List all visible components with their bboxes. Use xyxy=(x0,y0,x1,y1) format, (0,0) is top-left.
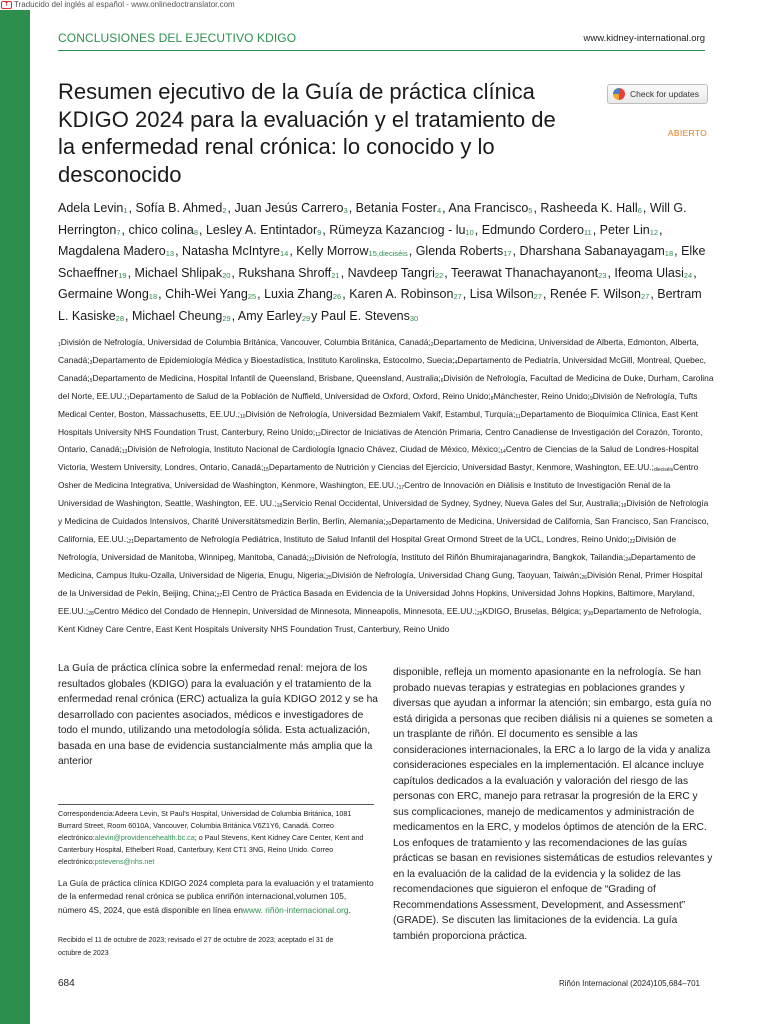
abstract-text-left: La Guía de práctica clínica sobre la enfermedad renal: mejora de los resultados globales (KDIGO) para la evaluación y el tratamiento de la enfermedad renal crónica (ERC) actualiza la guía KDIGO 2012 y se ha desarrollado con pacientes asociados, médicos e investigadores de todo el mundo, utilizando una metodología sólida. Esta actualización, basada en una base de evidencia sustancialmente más amplia que la anterior xyxy=(58,663,378,767)
author-affiliation-ref[interactable]: 8 xyxy=(193,227,198,237)
author-name: Rümeyza Kazancıog xyxy=(329,222,445,237)
author-name: Michael Cheung xyxy=(131,308,223,323)
affiliation-text: Director de Iniciativas de Atención Primaria, Centro Canadiense de Investigación del Corazón, Toronto, Ontario, Canadá; xyxy=(58,426,703,455)
affiliation-number: 6 xyxy=(440,377,444,384)
affiliation-text: Centro de Ciencias de la Salud de Londres-Hospital Victoria, Western University, Londres, Ontario, Canadá; xyxy=(58,444,699,473)
affiliation-number: 13 xyxy=(121,449,128,456)
author-name: Peter Lin xyxy=(599,222,650,237)
affiliation-text: Departamento de Epidemiología Médica y Bioestadística, Instituto Karolinska, Estocolmo, Suecia; xyxy=(92,354,455,365)
affiliation-text: Departamento de Nefrología, Kent Kidney Care Centre, East Kent Hospitals University NHS Foundation Trust, Canterbury, Reino Unido xyxy=(58,605,702,634)
affiliation-text: División de Nefrología, Facultad de Medicina de Duke, Durham, Carolina del Norte, EE.UU.; xyxy=(58,372,714,401)
translator-banner[interactable] xyxy=(0,0,241,10)
email-link-levin[interactable]: alevin@providencehealth.bc.ca xyxy=(94,833,195,843)
check-updates-label: Check for updates xyxy=(630,89,699,99)
affiliation-text: Mánchester, Reino Unido; xyxy=(493,390,590,401)
affiliation-number: 3 xyxy=(89,359,93,366)
author-affiliation-ref[interactable]: 13 xyxy=(165,249,175,259)
email-link-stevens[interactable]: pstevens@nhs.net xyxy=(94,857,155,867)
author-name: Juan Jesús Carrero xyxy=(234,201,344,215)
affiliation-number: 5 xyxy=(89,377,93,384)
affiliation-text: Centro Osher de Medicina Integrativa, Universidad de Washington, Kenmore, Washington, EE.UU.; xyxy=(58,462,699,491)
author-affiliation-ref[interactable]: 27 xyxy=(640,292,650,302)
author-affiliation-ref[interactable]: 3 xyxy=(343,206,348,215)
affiliation-text: Departamento de Salud de la Población de Nuffield, Universidad de Oxford, Oxford, Reino Unido; xyxy=(129,390,491,401)
author-affiliation-ref[interactable]: 19 xyxy=(118,270,127,280)
affiliation-number: 1 xyxy=(58,342,61,348)
section-label: CONCLUSIONES DEL EJECUTIVO KDIGO xyxy=(58,31,297,45)
author-affiliation-ref[interactable]: 1 xyxy=(123,206,128,215)
guide-note-text: La Guía de práctica clínica KDIGO 2024 completa para la evaluación y el tratamiento de la enfermedad renal crónica se publica enriñón internacional,volumen 105, número 4S, 2024, que está disponible en línea en xyxy=(58,878,374,915)
author-name: Ana Francisco xyxy=(448,201,529,215)
affiliation-number: 28 xyxy=(88,610,94,617)
translator-icon: T xyxy=(1,1,12,9)
translator-text[interactable]: Traducido del inglés al español - www.onlinedoctranslator.com xyxy=(14,0,235,9)
affiliation-number: dieciséis xyxy=(653,467,674,474)
author-name: Michael Shlipak xyxy=(134,265,223,280)
affiliation-number: 30 xyxy=(587,610,594,617)
author-name: Germaine Wong xyxy=(58,287,149,302)
author-name: Rasheeda K. Hall xyxy=(540,201,638,215)
affiliation-number: 24 xyxy=(625,556,631,563)
affiliation-text: Departamento de Medicina, Hospital Infantil de Queensland, Brisbane, Queensland, Australia; xyxy=(92,372,441,383)
affiliation-text: Centro de Innovación en Diálisis e Instituto de Investigación Renal de la Universidad de Washington, Seattle, Washington, EE. UU.; xyxy=(58,480,671,509)
affiliation-text: División de Nefrología, Universidad Bezmialem Vakif, Estambul, Turquía; xyxy=(245,408,516,419)
journal-citation: Riñón Internacional (2024)105,684–701 xyxy=(559,979,700,988)
author-name: Betania Foster xyxy=(355,201,437,215)
author-affiliation-ref[interactable]: 18 xyxy=(148,292,158,302)
author-name: Renée F. Wilson xyxy=(549,287,641,302)
author-affiliation-ref[interactable]: 12 xyxy=(649,227,659,237)
footnote-divider xyxy=(58,804,374,805)
affiliation-number: 8 xyxy=(490,395,494,402)
affiliation-number: 12 xyxy=(315,431,321,438)
correspondence-text-1: Correspondencia:Adeera Levin, St Paul's Hospital, Universidad de Columbia Británica, 1081 Burrard Street, Room 6010A, Vancouver, Columbia Británica V6Z1Y6, Canadá. Correo electrónico: xyxy=(58,809,352,843)
author-affiliation-ref[interactable]: 23 xyxy=(598,270,607,280)
affiliation-text: Departamento de Medicina, Universidad de California, San Francisco, San Francisco, California, EE.UU.; xyxy=(58,516,709,544)
author-name: Adela Levin xyxy=(58,201,124,215)
affiliation-number: 19 xyxy=(620,503,627,510)
author-affiliation-ref[interactable]: 18 xyxy=(664,249,674,259)
author-name: Will G. Herrington xyxy=(58,201,687,237)
author-affiliation-ref[interactable]: 30 xyxy=(409,313,419,323)
journal-website-link[interactable]: www. riñón-internacional.org xyxy=(242,904,349,915)
author-name: Edmundo Cordero xyxy=(481,222,584,237)
author-name: Elke Schaeffner xyxy=(58,244,706,280)
affiliation-text: El Centro de Práctica Basada en Evidencia de la Universidad Johns Hopkins, Universidad Johns Hopkins, Baltimore, Maryland, EE.UU.; xyxy=(58,587,695,616)
affiliation-number: 20 xyxy=(385,521,392,528)
affiliation-number: 9 xyxy=(589,395,593,402)
author-affiliation-ref[interactable]: 20 xyxy=(222,270,231,280)
affiliation-number: 18 xyxy=(276,503,283,510)
page-header xyxy=(58,28,705,51)
author-name: Glenda Roberts xyxy=(415,244,504,259)
abstract-text-right: disponible, refleja un momento apasionante en la nefrología. Se han probado nuevas terapias y estrategias en poblaciones grandes y diversas que ayudan a informar la atención; sin embargo, esta guía no está dirigida a personas que reciben diálisis ni a quienes se someten a un trasplante de riñón. El documento es sensible a las consideraciones internacionales, la ERC a lo largo de la vida y analiza consideraciones especiales en la implementación. El alcance incluye capítulos dedicados a la evaluación y valoración del riesgo de las personas con ERC, manejo para retrasar la progresión de la ERC y sus complicaciones, manejo de medicamentos y administración de medicamentos en la ERC, y modelos óptimos de atención de la ERC. Los enfoques de tratamiento y las recomendaciones de las guías prácticas se basan en revisiones sistemáticas de estudios relevantes y en la evaluación de la calidad de la evidencia y la solidez de las recomendaciones que siguieron el enfoque de “Grading of Recommendations Assessment, Development, and Assessment” (GRADE). Se discuten las limitaciones de la evidencia. La guía también proporciona práctica. xyxy=(393,667,713,942)
affiliation-number: 27 xyxy=(216,592,223,599)
site-url-link[interactable]: www.kidney-international.org xyxy=(583,33,705,44)
author-affiliation-ref[interactable]: 15,dieciséis xyxy=(368,249,408,259)
affiliation-number: 22 xyxy=(629,538,636,545)
author-affiliation-ref[interactable]: 5 xyxy=(528,206,533,215)
affiliation-number: 14 xyxy=(500,449,506,456)
author-affiliation-ref[interactable]: 21 xyxy=(331,270,340,280)
author-name: Sofía B. Ahmed xyxy=(135,201,223,215)
author-name: Lesley A. Entintador xyxy=(205,222,318,237)
abstract-column-left xyxy=(58,661,378,770)
check-updates-icon xyxy=(613,88,625,100)
author-affiliation-ref[interactable]: 7 xyxy=(116,227,121,237)
author-name: Luxia Zhang xyxy=(264,287,333,302)
author-name: Dharshana Sabanayagam xyxy=(519,244,665,259)
author-affiliation-ref[interactable]: 14 xyxy=(279,249,289,259)
author-name: Kelly Morrow xyxy=(296,244,369,259)
affiliation-number: 10 xyxy=(240,413,246,420)
author-affiliation-ref[interactable]: 6 xyxy=(637,206,642,215)
affiliation-text: Departamento de Nefrología Pediátrica, Instituto de Salud Infantil del Hospital Great Ormond Street de la UCL, Londres, Reino Unido; xyxy=(133,533,630,544)
guide-availability-note xyxy=(58,877,374,917)
author-name: Karen A. Robinson xyxy=(349,287,454,302)
author-affiliation-ref[interactable]: 17 xyxy=(503,249,512,259)
author-affiliation-ref[interactable]: 29 xyxy=(301,313,311,323)
affiliation-number: 26 xyxy=(581,574,587,581)
left-accent-bar xyxy=(0,0,30,1024)
affiliation-text: División de Nefrología, Instituto Nacional de Cardiología Ignacio Chávez, Ciudad de México, México; xyxy=(127,444,501,455)
affiliation-text: División de Nefrología, Tufts Medical Center, Boston, Massachusetts, EE.UU.; xyxy=(58,390,698,419)
page-number: 684 xyxy=(58,978,75,989)
affiliation-number: 29 xyxy=(476,610,483,617)
affiliation-text: KDIGO, Bruselas, Bélgica; y xyxy=(482,605,588,616)
affiliation-number: 15 xyxy=(263,467,269,474)
author-affiliation-ref[interactable]: 4 xyxy=(436,206,442,215)
affiliation-text: Centro Médico del Condado de Hennepin, Universidad de Minnesota, Minneapolis, Minnesota, EE.UU.; xyxy=(93,605,477,616)
author-name: Navdeep Tangri xyxy=(347,265,435,280)
author-affiliation-ref[interactable]: 24 xyxy=(683,270,693,280)
author-affiliation-ref[interactable]: 10 xyxy=(465,227,474,237)
affiliation-text: División de Nefrología, Instituto del Riñón Bhumirajanagarindra, Bangkok, Tailandia; xyxy=(314,551,626,562)
affiliation-text: Departamento de Medicina, Campus Ituku-Ozalla, Universidad de Nigeria, Enugu, Nigeria; xyxy=(58,551,696,580)
received-dates: Recibido el 11 de octubre de 2023; revisado el 27 de octubre de 2023; aceptado el 31 de octubre de 2023 xyxy=(58,937,334,957)
affiliations xyxy=(58,335,714,636)
check-for-updates-button[interactable] xyxy=(607,84,708,104)
author-name: Teerawat Thanachayanont xyxy=(450,265,599,280)
author-affiliation-ref[interactable]: 27 xyxy=(533,292,542,302)
author-name: Amy Earley xyxy=(237,308,302,323)
affiliation-text: Departamento de Nutrición y Ciencias del Ejercicio, Universidad Bastyr, Kenmore, Washington, EE.UU.; xyxy=(268,462,654,473)
author-affiliation-ref[interactable]: 26 xyxy=(332,292,342,302)
affiliation-number: 17 xyxy=(398,485,405,492)
author-name: lu xyxy=(455,222,466,237)
affiliation-number: 2 xyxy=(430,342,434,348)
author-affiliation-ref[interactable]: 9 xyxy=(317,227,322,237)
abstract-column-right xyxy=(393,661,713,944)
author-affiliation-ref[interactable]: 22 xyxy=(434,270,444,280)
affiliation-number: 4 xyxy=(454,359,458,366)
affiliation-text: Servicio Renal Occidental, Universidad de Sydney, Sydney, Nueva Gales del Sur, Australia; xyxy=(282,498,621,509)
author-name: Ifeoma Ulasi xyxy=(614,265,684,280)
author-name: chico colina xyxy=(128,222,194,237)
affiliation-number: 7 xyxy=(126,395,130,402)
correspondence-note xyxy=(58,808,374,868)
guide-note-end: . xyxy=(348,904,351,915)
author-affiliation-ref[interactable]: 11 xyxy=(583,227,592,237)
article-title: Resumen ejecutivo de la Guía de práctica clínica KDIGO 2024 para la evaluación y el tratamiento de la enfermedad renal crónica: lo conocido y lo desconocido xyxy=(58,79,556,187)
affiliation-number: 21 xyxy=(128,538,134,545)
affiliation-number: 23 xyxy=(308,556,315,563)
affiliation-text: División de Nefrología y Medicina de Cuidados Intensivos, Charité Universitätsmedizin Berlin, Berlín, Alemania; xyxy=(58,498,709,527)
affiliation-text: Departamento de Bioquímica Clínica, East Kent Hospitals University NHS Foundation Trust, Canterbury, Reino Unido; xyxy=(58,408,698,437)
affiliation-text: División de Nefrología, Universidad Chang Gung, Taoyuan, Taiwán; xyxy=(331,569,582,580)
affiliation-number: 25 xyxy=(326,574,332,581)
affiliation-text: Departamento de Pediatría, Universidad McGill, Montreal, Quebec, Canadá; xyxy=(58,354,706,383)
affiliation-text: Departamento de Medicina, Universidad de Alberta, Edmonton, Alberta, Canadá; xyxy=(58,337,699,365)
open-access-badge: ABIERTO xyxy=(667,128,707,138)
affiliation-text: División de Nefrología, Universidad de Manitoba, Winnipeg, Manitoba, Canadá; xyxy=(58,533,677,562)
author-affiliation-ref[interactable]: 27 xyxy=(453,292,462,302)
affiliation-number: 11 xyxy=(515,413,521,420)
affiliation-text: División de Nefrología, Universidad de Columbia Británica, Vancouver, Columbia Británica, Canadá; xyxy=(60,337,431,347)
author-name: Bertram L. Kasiske xyxy=(58,287,702,323)
author-list: Adela Levin$^1$, Sofía B. Ahmed$^2$, Juan Jesús Carrero$^3$, Betania Foster$^4$, Ana Francisco$^5$, Rasheeda K. Hall$^6$, Will G. Herrington$^7$, chico colina$^8$, Lesley A. Entintador$^9$, Rümeyza Kazancıog - $lu^{10}$, Edmundo Cordero$^{11}$, Peter Lin$^{12}$, Magdalena Madero$^{13}$, Natasha McIntyre$^{14}$, Kelly Morrow$^{15,dieciséis}$, Glenda Roberts$^{17}$, Dharshana Sabanayagam$^{18}$, Elke Schaeffner$^{19}$, Michael Shlipak$^{20}$, Rukshana Shroff$^{21}$, Navdeep Tangri$^{22}$, Teerawat Thanachayanont$^{23}$, Ifeoma Ulasi$^{24}$, Germaine Wong$^{18}$, Chih-Wei Yang$^{25}$, Luxia Zhang$^{26}$, Karen A. Robinson$^{27}$, Lisa Wilson$^{27}$, Renée F. Wilson$^{27}$, Bertram L. Kasiske$^{28}$, Michael Cheung$^{29}$, Amy Earley$^{29}$y Paul E. Stevens$^{30}$ xyxy=(58,201,706,323)
author-affiliation-ref[interactable]: 29 xyxy=(222,313,231,323)
author-name: Natasha McIntyre xyxy=(182,244,280,259)
correspondence-text-2: ; o Paul Stevens, Kent Kidney Care Center, Kent and Canterbury Hospital, Ethelbert Road, Canterbury, Kent CT1 3NG, Reino Unido. Correo electrónico: xyxy=(58,833,364,867)
author-affiliation-ref[interactable]: 2 xyxy=(222,206,227,215)
author-name: Lisa Wilson xyxy=(469,287,534,302)
author-affiliation-ref[interactable]: 25 xyxy=(247,292,257,302)
affiliation-text: División Renal, Primer Hospital de la Universidad de Pekín, Beijing, China; xyxy=(58,569,703,598)
author-affiliation-ref[interactable]: 28 xyxy=(115,313,125,323)
author-name: Magdalena Madero xyxy=(58,244,166,259)
author-name: Paul E. Stevens xyxy=(320,308,410,323)
author-name: Chih-Wei Yang xyxy=(165,287,248,302)
author-name: Rukshana Shroff xyxy=(238,265,332,280)
